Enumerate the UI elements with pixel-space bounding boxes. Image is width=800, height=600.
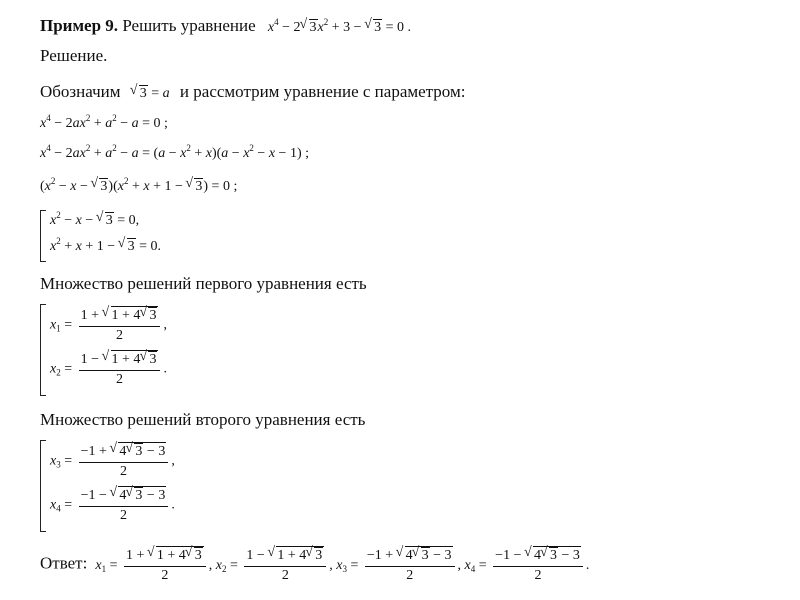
system-eq-2: $x^2 + x + 1$ − √ 3 = 0. [50,238,161,255]
root-x1: $x_1$ = $\frac{1 + √ 1 + 4√ 3}{2}$ , [50,306,167,345]
main-equation: $x^4 - 2√$ $3x^2 + 3$ − √ 3 = 0 . [268,20,411,35]
root-x4: $x_4$ = $\frac{-1 - √ 4√ 3 - 3}{2}$ . [50,486,175,525]
answer-formulas: $x_1$ = $\frac{1 + √ 1 + 4√ 3}{2}$ , $x_2$ = $\frac{1 - √ 1 + 4√ 3}{2}$ , $x_3$ = $\frac{-1 + √ 4√ 3 - 3}{2}$ , $x_4$ = $\frac{-1 - √ 4√ 3 - 3}{2}$ . [95,558,589,573]
system-bracket [40,210,46,262]
substitution-before: Обозначим [40,82,121,101]
answer-line [40,546,589,585]
root-x2: $x_2$ = $\frac{1 - √ 1 + 4√ 3}{2}$ . [50,350,167,389]
second-set-bracket [40,440,46,532]
substitution-after: и рассмотрим уравнение с параметром: [179,82,466,101]
substitution-line [40,82,465,102]
problem-statement [40,16,411,36]
system-eq-1: $x^2 - x$ − √ 3 = 0, [50,212,139,229]
first-set-text: Множество решений первого уравнения есть [40,274,367,293]
product-equation: ($x^2 - x$ − √ $3)(x^2 + x + 1$ − √ 3) = 0 ; [40,178,237,195]
first-set-bracket [40,304,46,396]
answer-label: Ответ: [40,553,88,573]
root-x3: $x_3$ = $\frac{-1 + √ 4√ 3 - 3}{2}$ , [50,442,175,481]
task-text: Решить уравнение [122,16,256,35]
solution-label: Решение. [40,46,108,65]
param-equation: $x^4 - 2ax^2 + a^2 - a = 0$ ; [40,113,168,131]
factored-equation: $x^4 - 2ax^2 + a^2 - a = (a - x^2 + x)(a - x^2 - x - 1)$ ; [40,143,309,161]
example-label: Пример 9. [40,16,119,35]
second-set-text: Множество решений второго уравнения есть [40,410,366,429]
substitution-formula: √ 3 = a [131,86,170,101]
